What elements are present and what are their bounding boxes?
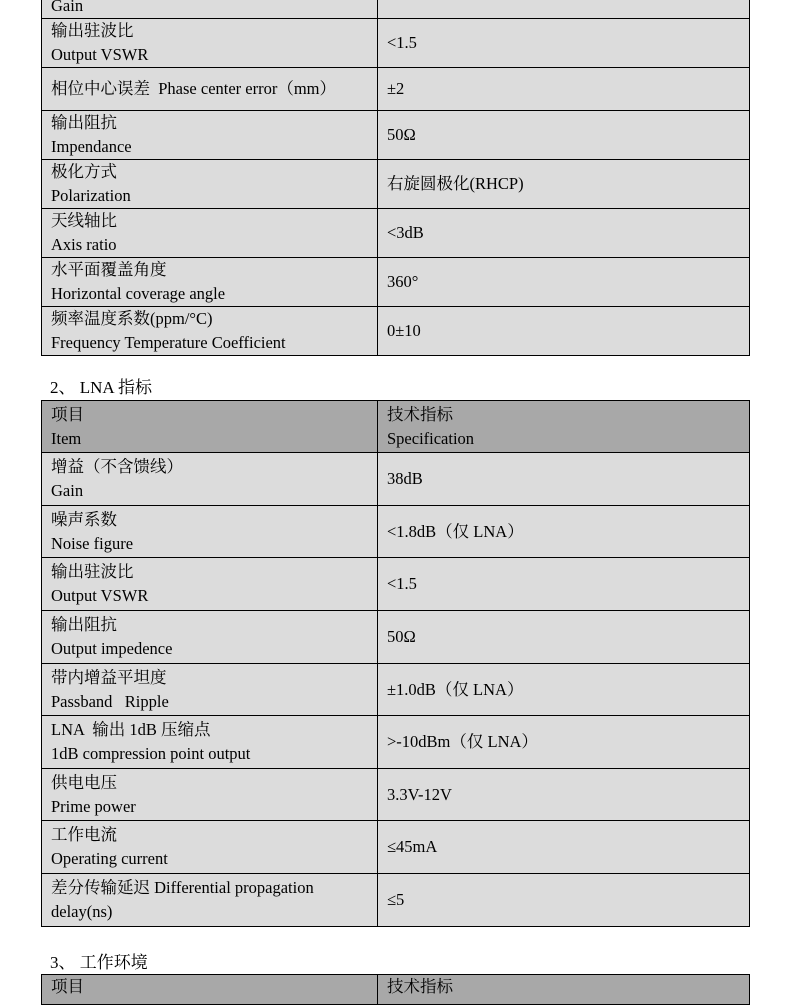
header-item (42, 401, 378, 453)
label-en: Output VSWR (51, 586, 149, 605)
spec-label (42, 716, 378, 769)
spec-label (42, 307, 378, 356)
table-row (42, 258, 750, 307)
spec-value: <1.5 (378, 19, 750, 68)
label-cn: 水平面覆盖角度 (51, 260, 167, 279)
label-cn: 输出驻波比 (51, 21, 134, 40)
table-row (42, 558, 750, 611)
header-item (42, 975, 378, 1005)
table-row (42, 874, 750, 927)
spec-value: 360° (378, 258, 750, 307)
label-en: Polarization (51, 186, 131, 205)
label-cn: 天线轴比 (51, 211, 117, 230)
spec-label (42, 160, 378, 209)
spec-value: 50Ω (378, 111, 750, 160)
table-row (42, 716, 750, 769)
table-row (42, 769, 750, 821)
table-row (42, 19, 750, 68)
label-en: Horizontal coverage angle (51, 284, 226, 303)
spec-value: <1.5 (378, 558, 750, 611)
table-row (42, 160, 750, 209)
spec-value: <3dB (378, 209, 750, 258)
header-spec-cn: 技术指标 (387, 404, 453, 424)
spec-label (42, 453, 378, 506)
spec-label (42, 506, 378, 558)
label-en: Output VSWR (51, 45, 149, 64)
label-cn: 噪声系数 (51, 509, 117, 529)
label-cn: 差分传输延迟 Differential propagation (51, 878, 314, 897)
label-cn: 输出驻波比 (51, 562, 134, 581)
label-cn: 输出阻抗 (51, 113, 117, 132)
label-cn: 供电电压 (51, 772, 117, 792)
label-cn: 输出阻抗 (51, 615, 117, 634)
spec-value: ±2 (378, 68, 750, 111)
spec-label (42, 258, 378, 307)
table-row (42, 821, 750, 874)
spec-label (42, 821, 378, 874)
spec-label (42, 664, 378, 716)
label-cn: 带内增益平坦度 (51, 667, 167, 687)
header-spec-cn: 技术指标 (387, 977, 453, 996)
table-row (42, 68, 750, 111)
lna-spec-table (41, 400, 750, 927)
label-cn: 增益（不含馈线） (51, 457, 183, 476)
header-spec (378, 401, 750, 453)
table-header (42, 975, 750, 1005)
spec-value: <1.8dB（仅 LNA） (378, 506, 750, 558)
header-item-en: Item (51, 428, 82, 448)
label-en: Passband Ripple (51, 691, 169, 711)
table-row (42, 664, 750, 716)
header-item-cn: 项目 (51, 404, 84, 424)
label-cn: 极化方式 (51, 162, 117, 181)
label-cn: 频率温度系数(ppm/°C) (51, 309, 213, 328)
spec-value: ≤45mA (378, 821, 750, 874)
table-row (42, 453, 750, 506)
spec-value: 38dB (378, 453, 750, 506)
label-en: Gain (51, 0, 84, 15)
label-en: Frequency Temperature Coefficient (51, 333, 286, 352)
label-en: Impendance (51, 137, 132, 156)
label-en: 1dB compression point output (51, 744, 251, 763)
table-row (42, 111, 750, 160)
spec-label (42, 209, 378, 258)
antenna-spec-table (41, 0, 750, 356)
header-item-cn: 项目 (51, 977, 84, 996)
label-en: Axis ratio (51, 235, 117, 254)
label-en: Gain (51, 481, 84, 500)
label-en: Output impedence (51, 639, 173, 658)
spec-label (42, 0, 378, 19)
spec-label: 相位中心误差 Phase center error（mm） (42, 68, 378, 111)
label-en: delay(ns) (51, 902, 113, 921)
spec-value (378, 0, 750, 19)
spec-value: >-10dBm（仅 LNA） (378, 716, 750, 769)
spec-label (42, 558, 378, 611)
spec-value: ±1.0dB（仅 LNA） (378, 664, 750, 716)
spec-value: ≤5 (378, 874, 750, 927)
spec-value: 3.3V-12V (378, 769, 750, 821)
header-spec (378, 975, 750, 1005)
section-3-title: 3、 工作环境 (50, 953, 148, 972)
spec-value: 0±10 (378, 307, 750, 356)
table-header (42, 401, 750, 453)
table-row (42, 307, 750, 356)
label-en: Noise figure (51, 533, 134, 553)
spec-label (42, 769, 378, 821)
value-text (387, 0, 740, 1)
spec-label (42, 19, 378, 68)
header-spec-en: Specification (387, 428, 475, 448)
environment-spec-table (41, 974, 750, 1005)
table-row (42, 611, 750, 664)
section-2-title: 2、 LNA 指标 (50, 378, 152, 397)
table-row (42, 506, 750, 558)
spec-label (42, 111, 378, 160)
label-en: Operating current (51, 849, 168, 868)
label-en: Prime power (51, 796, 136, 816)
label-cn: LNA 输出 1dB 压缩点 (51, 720, 211, 739)
spec-value: 右旋圆极化(RHCP) (378, 160, 750, 209)
table-row (42, 0, 750, 19)
table-row (42, 209, 750, 258)
spec-label (42, 611, 378, 664)
label-cn: 工作电流 (51, 825, 117, 844)
spec-value: 50Ω (378, 611, 750, 664)
spec-label (42, 874, 378, 927)
